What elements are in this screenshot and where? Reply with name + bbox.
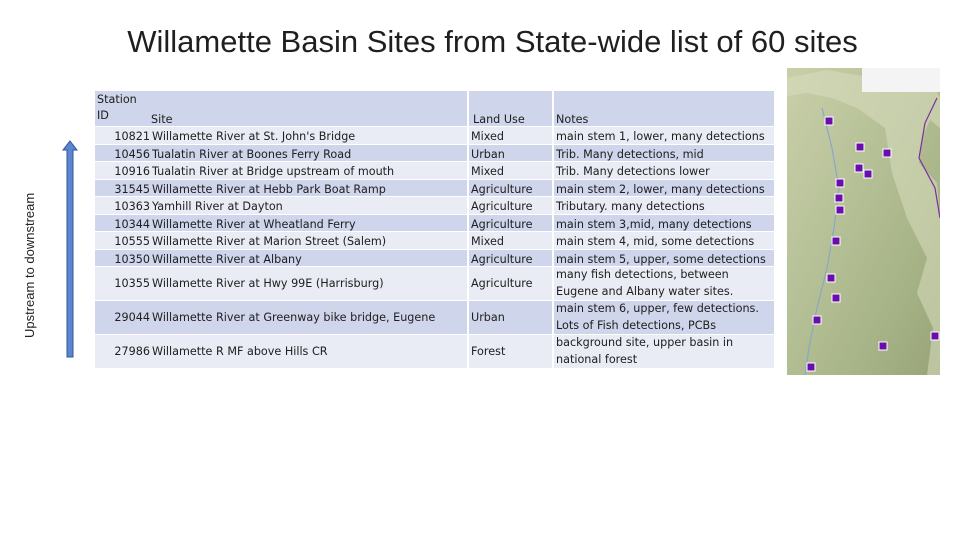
land-use: Urban <box>468 144 553 162</box>
land-use: Agriculture <box>468 249 553 267</box>
site-marker <box>832 237 840 245</box>
station-id: 31545 <box>95 179 150 197</box>
header-notes: Notes <box>553 91 774 127</box>
site-name: Willamette River at Wheatland Ferry <box>150 214 468 232</box>
land-use: Agriculture <box>468 179 553 197</box>
station-id: 10821 <box>95 127 150 145</box>
notes: main stem 1, lower, many detections <box>553 127 774 145</box>
site-name: Willamette River at Marion Street (Salem) <box>150 232 468 250</box>
table-row <box>95 335 774 369</box>
site-marker <box>827 274 835 282</box>
land-use: Mixed <box>468 162 553 180</box>
table-row <box>95 127 774 145</box>
site-marker <box>883 149 891 157</box>
page-title: Willamette Basin Sites from State-wide list of 60 sites <box>127 24 858 59</box>
site-name: Yamhill River at Dayton <box>150 197 468 215</box>
site-marker <box>807 363 815 371</box>
station-id: 10456 <box>95 144 150 162</box>
site-name: Willamette River at St. John's Bridge <box>150 127 468 145</box>
site-marker <box>836 206 844 214</box>
land-use: Agriculture <box>468 267 553 301</box>
table-row <box>95 232 774 250</box>
map-blank-corner <box>862 68 940 92</box>
willamette-basin-map <box>787 68 940 375</box>
table-row <box>95 179 774 197</box>
notes: background site, upper basin in national forest <box>553 335 774 369</box>
site-name: Willamette River at Albany <box>150 249 468 267</box>
upstream-downstream-label: Upstream to downstream <box>22 192 37 338</box>
station-id: 10344 <box>95 214 150 232</box>
up-arrow-icon <box>62 140 78 358</box>
notes: main stem 3,mid, many detections <box>553 214 774 232</box>
notes: main stem 4, mid, some detections <box>553 232 774 250</box>
land-use: Urban <box>468 301 553 335</box>
table-header-row <box>95 91 774 127</box>
site-marker <box>835 194 843 202</box>
site-marker <box>856 143 864 151</box>
station-id: 10350 <box>95 249 150 267</box>
table-row <box>95 267 774 301</box>
notes: main stem 5, upper, some detections <box>553 249 774 267</box>
table-row <box>95 214 774 232</box>
station-id: 10916 <box>95 162 150 180</box>
site-name: Willamette R MF above Hills CR <box>150 335 468 369</box>
notes: Tributary. many detections <box>553 197 774 215</box>
table-row <box>95 144 774 162</box>
header-station-id: Station ID <box>95 91 150 127</box>
station-id: 10555 <box>95 232 150 250</box>
site-name: Willamette River at Hwy 99E (Harrisburg) <box>150 267 468 301</box>
land-use: Mixed <box>468 232 553 250</box>
site-name: Willamette River at Hebb Park Boat Ramp <box>150 179 468 197</box>
land-use: Agriculture <box>468 197 553 215</box>
site-name: Tualatin River at Boones Ferry Road <box>150 144 468 162</box>
table-row <box>95 249 774 267</box>
sites-table <box>95 91 774 369</box>
site-marker <box>931 332 939 340</box>
site-marker <box>813 316 821 324</box>
table-row <box>95 197 774 215</box>
site-marker <box>832 294 840 302</box>
notes: Trib. Many detections, mid <box>553 144 774 162</box>
land-use: Agriculture <box>468 214 553 232</box>
header-land-use: Land Use <box>468 91 553 127</box>
station-id: 10363 <box>95 197 150 215</box>
site-name: Tualatin River at Bridge upstream of mouth <box>150 162 468 180</box>
land-use: Forest <box>468 335 553 369</box>
station-id: 27986 <box>95 335 150 369</box>
site-marker <box>855 164 863 172</box>
table-row <box>95 301 774 335</box>
table-row <box>95 162 774 180</box>
site-marker <box>879 342 887 350</box>
header-site: Site <box>150 91 468 127</box>
station-id: 10355 <box>95 267 150 301</box>
station-id: 29044 <box>95 301 150 335</box>
site-name: Willamette River at Greenway bike bridge, Eugene <box>150 301 468 335</box>
notes: main stem 2, lower, many detections <box>553 179 774 197</box>
land-use: Mixed <box>468 127 553 145</box>
notes: main stem 6, upper, few detections. Lots of Fish detections, PCBs <box>553 301 774 335</box>
notes: many fish detections, between Eugene and Albany water sites. <box>553 267 774 301</box>
site-marker <box>825 117 833 125</box>
notes: Trib. Many detections lower <box>553 162 774 180</box>
site-marker <box>864 170 872 178</box>
site-marker <box>836 179 844 187</box>
